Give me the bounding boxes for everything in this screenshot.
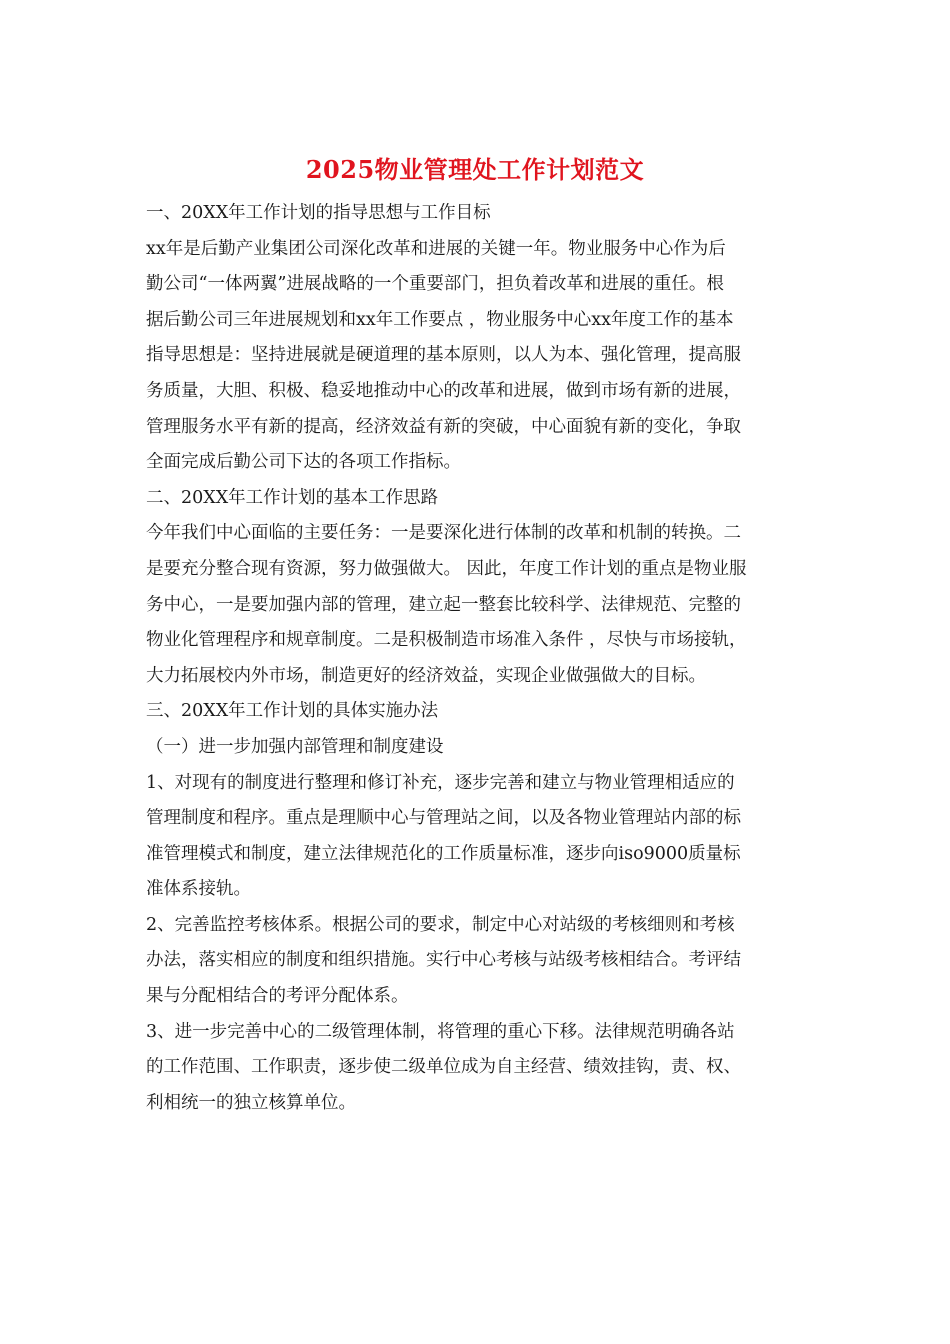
paragraph-line: 果与分配相结合的考评分配体系。 — [146, 986, 409, 1007]
paragraph-line: 指导思想是：坚持进展就是硬道理的基本原则，以人为本、强化管理，提高服 — [146, 345, 741, 366]
paragraph-line: 办法，落实相应的制度和组织措施。实行中心考核与站级考核相结合。考评结 — [146, 950, 741, 971]
subsection-heading-1: （一）进一步加强内部管理和制度建设 — [146, 736, 444, 757]
paragraph-line: 务质量，大胆、积极、稳妥地推动中心的改革和进展，做到市场有新的进展， — [146, 380, 741, 401]
paragraph-line: 管理服务水平有新的提高，经济效益有新的突破，中心面貌有新的变化，争取 — [146, 416, 741, 437]
section-heading-3: 三、20XX年工作计划的具体实施办法 — [146, 701, 439, 722]
paragraph-line: 2、完善监控考核体系。根据公司的要求，制定中心对站级的考核细则和考核 — [146, 914, 735, 935]
paragraph-line: 物业化管理程序和规章制度。二是积极制造市场准入条件 ，尽快与市场接轨， — [146, 630, 747, 651]
section-heading-1: 一、20XX年工作计划的指导思想与工作目标 — [146, 203, 491, 223]
paragraph-line: xx年是后勤产业集团公司深化改革和进展的关键一年。物业服务中心作为后 — [146, 238, 726, 259]
paragraph-line: 管理制度和程序。重点是理顺中心与管理站之间，以及各物业管理站内部的标 — [146, 808, 741, 829]
document-title: 2025物业管理处工作计划范文 — [305, 155, 645, 184]
document-body — [146, 196, 806, 1121]
section-heading-2: 二、20XX年工作计划的基本工作思路 — [146, 487, 439, 508]
paragraph-line: 是要充分整合现有资源，努力做强做大。 因此，年度工作计划的重点是物业服 — [146, 558, 747, 579]
paragraph-line: 全面完成后勤公司下达的各项工作指标。 — [146, 452, 461, 473]
paragraph-line: 据后勤公司三年进展规划和xx年工作要点 ，物业服务中心xx年度工作的基本 — [146, 309, 734, 330]
paragraph-line: 勤公司“一体两翼”进展战略的一个重要部门，担负着改革和进展的重任。根 — [146, 274, 724, 295]
paragraph-line: 的工作范围、工作职责，逐步使二级单位成为自主经营、绩效挂钩，责、权、 — [146, 1057, 741, 1078]
paragraph-line: 利相统一的独立核算单位。 — [146, 1092, 356, 1113]
paragraph-line: 今年我们中心面临的主要任务：一是要深化进行体制的改革和机制的转换。二 — [146, 523, 741, 544]
paragraph-line: 大力拓展校内外市场，制造更好的经济效益，实现企业做强做大的目标。 — [146, 665, 706, 686]
paragraph-line: 准体系接轨。 — [146, 879, 251, 900]
paragraph-line: 1、对现有的制度进行整理和修订补充，逐步完善和建立与物业管理相适应的 — [146, 772, 735, 793]
paragraph-line: 务中心，一是要加强内部的管理，建立起一整套比较科学、法律规范、完整的 — [146, 594, 741, 615]
paragraph-line: 准管理模式和制度，建立法律规范化的工作质量标准，逐步向iso9000质量标 — [146, 843, 741, 864]
paragraph-line: 3、进一步完善中心的二级管理体制，将管理的重心下移。法律规范明确各站 — [146, 1021, 735, 1042]
